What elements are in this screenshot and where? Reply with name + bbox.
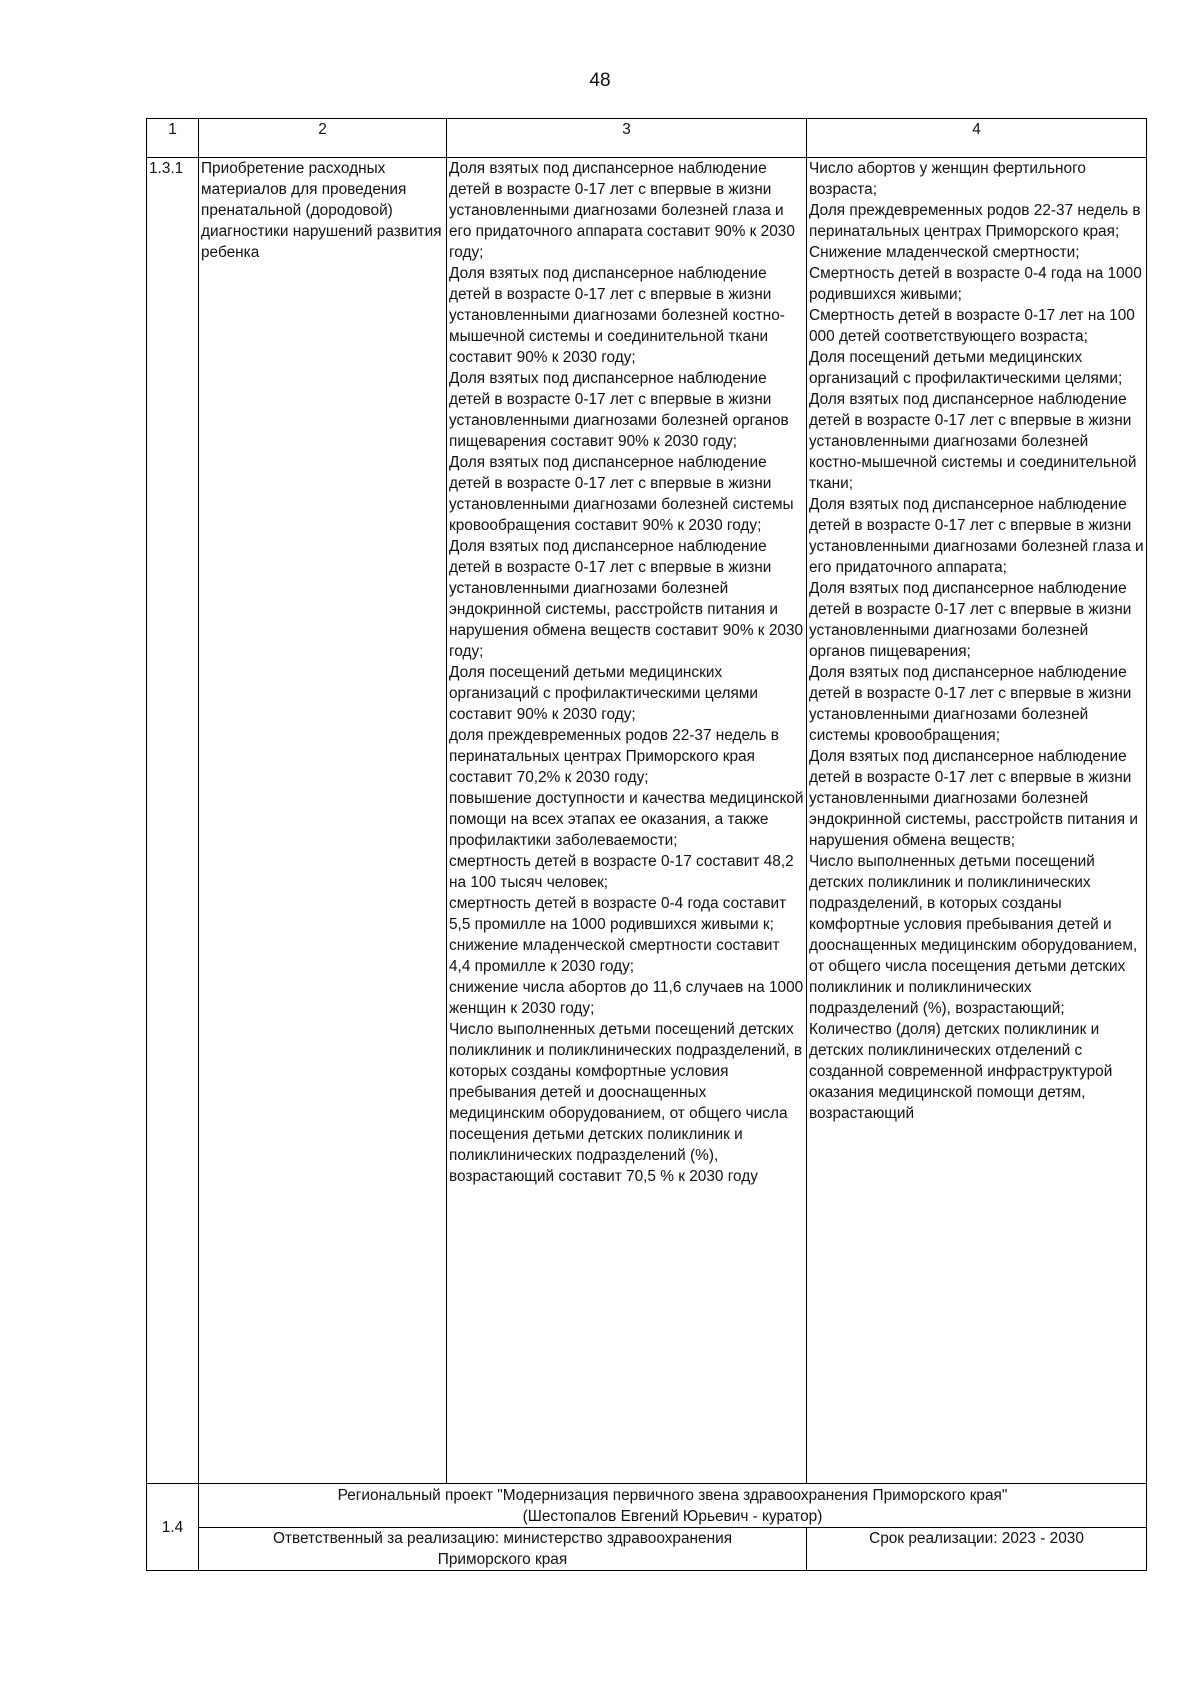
indicators-list bbox=[809, 158, 1144, 1124]
list-item: Доля взятых под диспансерное наблюдение детей в возрасте 0-17 лет с впервые в жизни установленными диагнозами болезней системы кровообращения составит 90% к 2030 году; bbox=[449, 454, 794, 534]
responsible-row bbox=[147, 1528, 1147, 1571]
responsible-line1: Ответственный за реализацию: министерство здравоохранения bbox=[272, 1530, 733, 1547]
list-item: Количество (доля) детских поликлиник и детских поликлинических отделений с созданной современной инфраструктурой оказания медицинской помощи детям, возрастающий bbox=[809, 1021, 1113, 1122]
list-item: Доля взятых под диспансерное наблюдение детей в возрасте 0-17 лет с впервые в жизни установленными диагнозами болезней глаза и его придаточного аппарата; bbox=[809, 496, 1144, 576]
program-table bbox=[146, 118, 1147, 1571]
table-row bbox=[147, 158, 1147, 1484]
list-item: Снижение младенческой смертности; bbox=[809, 244, 1080, 261]
indicators-cell bbox=[807, 158, 1147, 1484]
list-item: Доля взятых под диспансерное наблюдение детей в возрасте 0-17 лет с впервые в жизни установленными диагнозами болезней органов пищеварения составит 90% к 2030 году; bbox=[449, 370, 789, 450]
project-title bbox=[199, 1484, 1147, 1528]
list-item: Доля посещений детьми медицинских организаций с профилактическими целями составит 90% к 2030 году; bbox=[449, 664, 758, 723]
list-item: смертность детей в возрасте 0-17 составит 48,2 на 100 тысяч человек; bbox=[449, 853, 794, 891]
list-item: Доля взятых под диспансерное наблюдение детей в возрасте 0-17 лет с впервые в жизни установленными диагнозами болезней эндокринной системы, расстройств питания и нарушения обмена веществ составит 90% к 2030 году; bbox=[449, 538, 804, 660]
header-cell-2: 2 bbox=[199, 119, 447, 158]
list-item: снижение числа абортов до 11,6 случаев на 1000 женщин к 2030 году; bbox=[449, 979, 804, 1017]
project-title-line1: Региональный проект "Модернизация первичного звена здравоохранения Приморского края" bbox=[337, 1486, 1008, 1504]
measure-cell: Приобретение расходных материалов для проведения пренатальной (дородовой) диагностики нарушений развития ребенка bbox=[199, 158, 447, 1484]
header-row bbox=[147, 119, 1147, 158]
list-item: Доля взятых под диспансерное наблюдение детей в возрасте 0-17 лет с впервые в жизни установленными диагнозами болезней эндокринной системы, расстройств питания и нарушения обмена веществ; bbox=[809, 748, 1138, 849]
list-item: Число выполненных детьми посещений детских поликлиник и поликлинических подразделений, в которых созданы комфортные условия пребывания детей и дооснащенных медицинским оборудованием, от общего числа посещения детьми детских поликлиник и поликлинических подразделений (%), возрастающий составит 70,5 % к 2030 году bbox=[449, 1021, 803, 1185]
row-number: 1.3.1 bbox=[147, 158, 199, 1484]
project-curator: (Шестопалов Евгений Юрьевич - куратор) bbox=[522, 1507, 823, 1525]
list-item: Доля взятых под диспансерное наблюдение детей в возрасте 0-17 лет с впервые в жизни установленными диагнозами болезней органов пищеварения; bbox=[809, 580, 1132, 660]
list-item: Смертность детей в возрасте 0-17 лет на 100 000 детей соответствующего возраста; bbox=[809, 307, 1135, 345]
list-item: Смертность детей в возрасте 0-4 года на 1000 родившихся живыми; bbox=[809, 265, 1142, 303]
list-item: Число выполненных детьми посещений детских поликлиник и поликлинических подразделений, в которых созданы комфортные условия пребывания детей и дооснащенных медицинским оборудованием, от общего числа посещения детьми детских поликлиник и поликлинических подразделений (%), возрастающий; bbox=[809, 853, 1138, 1017]
page-number: 48 bbox=[589, 70, 611, 91]
list-item: Доля посещений детьми медицинских организаций с профилактическими целями; bbox=[809, 349, 1123, 387]
header-cell-1: 1 bbox=[147, 119, 199, 158]
list-item: Доля преждевременных родов 22-37 недель в перинатальных центрах Приморского края; bbox=[809, 202, 1141, 240]
responsible-cell bbox=[199, 1528, 807, 1571]
list-item: Число абортов у женщин фертильного возраста; bbox=[809, 160, 1086, 198]
header-cell-4: 4 bbox=[807, 119, 1147, 158]
results-list bbox=[449, 158, 804, 1187]
list-item: Доля взятых под диспансерное наблюдение детей в возрасте 0-17 лет с впервые в жизни установленными диагнозами болезней костно-мышечной системы и соединительной ткани; bbox=[809, 391, 1137, 492]
list-item: смертность детей в возрасте 0-4 года составит 5,5 промилле на 1000 родившихся живыми к; bbox=[449, 895, 787, 933]
project-row bbox=[147, 1484, 1147, 1528]
header-cell-3: 3 bbox=[447, 119, 807, 158]
list-item: Доля взятых под диспансерное наблюдение детей в возрасте 0-17 лет с впервые в жизни установленными диагнозами болезней глаза и его придаточного аппарата составит 90% к 2030 году; bbox=[449, 160, 795, 261]
list-item: доля преждевременных родов 22-37 недель в перинатальных центрах Приморского края составит 70,2% к 2030 году; bbox=[449, 727, 779, 786]
list-item: Доля взятых под диспансерное наблюдение детей в возрасте 0-17 лет с впервые в жизни установленными диагнозами болезней костно-мышечной системы и соединительной ткани составит 90% к 2030 году; bbox=[449, 265, 785, 366]
project-number: 1.4 bbox=[147, 1484, 199, 1571]
list-item: снижение младенческой смертности составит 4,4 промилле к 2030 году; bbox=[449, 937, 780, 975]
list-item: повышение доступности и качества медицинской помощи на всех этапах ее оказания, а также профилактики заболеваемости; bbox=[449, 790, 804, 849]
responsible-line2: Приморского края bbox=[437, 1551, 568, 1568]
results-cell bbox=[447, 158, 807, 1484]
list-item: Доля взятых под диспансерное наблюдение детей в возрасте 0-17 лет с впервые в жизни установленными диагнозами болезней системы кровообращения; bbox=[809, 664, 1132, 744]
term-cell: Срок реализации: 2023 - 2030 bbox=[807, 1528, 1147, 1571]
